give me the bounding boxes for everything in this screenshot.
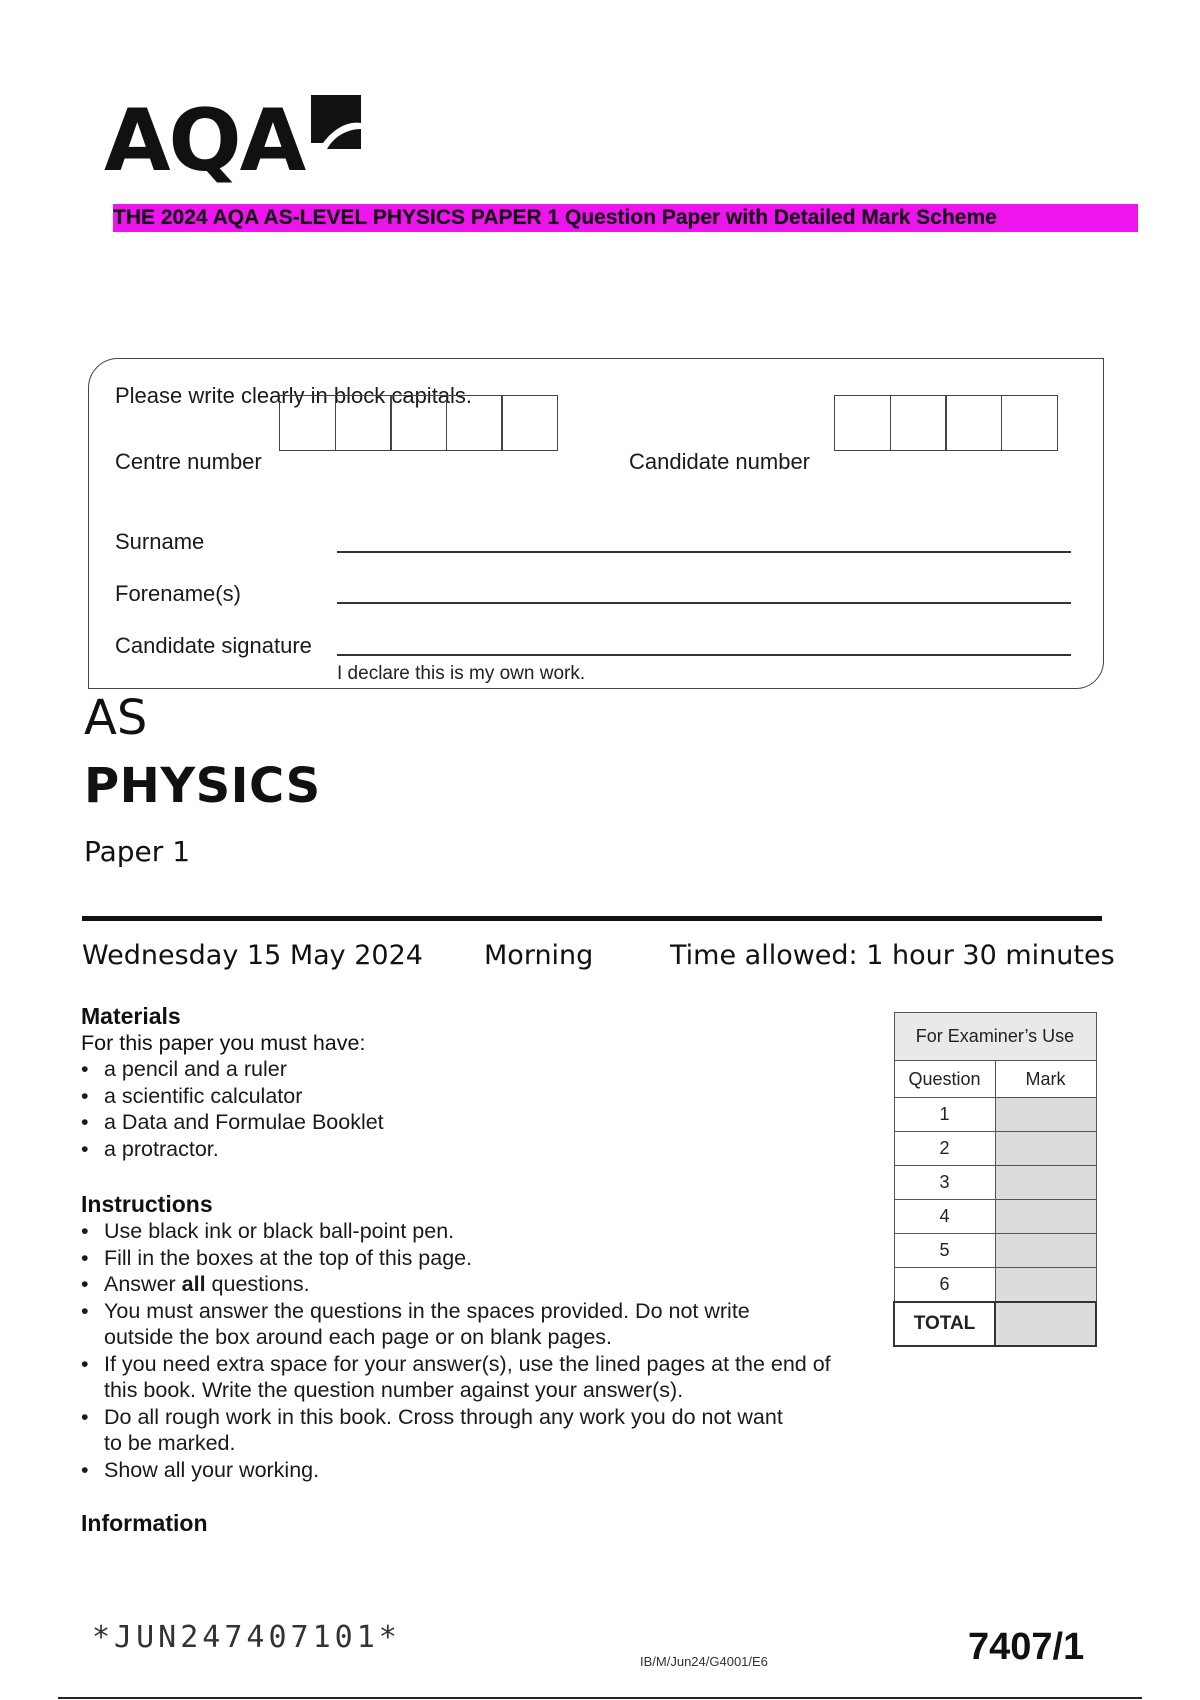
list-item: • a Data and Formulae Booklet — [81, 1109, 384, 1136]
list-item — [81, 1298, 881, 1351]
title-divider — [82, 916, 1102, 921]
centre-digit-box[interactable] — [279, 395, 336, 451]
list-item: • a scientific calculator — [81, 1083, 384, 1110]
list-item-line: outside the box around each page or on blank pages. — [104, 1325, 613, 1349]
exam-session: Morning — [484, 940, 594, 971]
surname-field[interactable] — [337, 549, 1071, 553]
examiner-use-table — [893, 1012, 1097, 1347]
candidate-digit-box[interactable] — [945, 395, 1002, 451]
list-item: • a protractor. — [81, 1136, 384, 1163]
list-item-line: to be marked. — [104, 1431, 236, 1455]
question-number: 1 — [894, 1098, 995, 1132]
table-row — [894, 1268, 1096, 1303]
centre-number-label: Centre number — [115, 449, 262, 474]
materials-intro: For this paper you must have: — [81, 1031, 366, 1055]
signature-label: Candidate signature — [115, 633, 312, 658]
table-row — [894, 1132, 1096, 1166]
total-label: TOTAL — [894, 1302, 995, 1346]
signature-field[interactable] — [337, 652, 1071, 656]
candidate-digit-box[interactable] — [1001, 395, 1058, 451]
table-row — [894, 1302, 1096, 1346]
mark-cell — [995, 1234, 1096, 1268]
question-number: 5 — [894, 1234, 995, 1268]
forenames-label: Forename(s) — [115, 581, 241, 606]
list-item: • a pencil and a ruler — [81, 1056, 384, 1083]
list-item-emphasis: all — [181, 1272, 206, 1296]
barcode-text: *JUN247407101* — [92, 1620, 401, 1655]
examiner-table-title: For Examiner’s Use — [894, 1013, 1096, 1061]
time-allowed: Time allowed: 1 hour 30 minutes — [670, 940, 1115, 971]
question-number: 6 — [894, 1268, 995, 1303]
mark-cell — [995, 1166, 1096, 1200]
candidate-digit-box[interactable] — [834, 395, 891, 451]
materials-list — [81, 1056, 384, 1162]
subject-title: PHYSICS — [84, 758, 321, 814]
exam-date: Wednesday 15 May 2024 — [82, 940, 423, 971]
mark-cell — [995, 1132, 1096, 1166]
materials-heading: Materials — [81, 1003, 181, 1029]
aqa-logo-mark-icon — [305, 93, 363, 151]
information-heading: Information — [81, 1510, 208, 1536]
instructions-heading: Instructions — [81, 1191, 213, 1217]
list-item-line: this book. Write the question number against your answer(s). — [104, 1378, 684, 1402]
centre-digit-box[interactable] — [501, 395, 558, 451]
paper-code: 7407/1 — [968, 1626, 1085, 1668]
centre-digit-box[interactable] — [335, 395, 392, 451]
list-item — [81, 1271, 881, 1298]
list-item-line: You must answer the questions in the spaces provided. Do not write — [104, 1298, 750, 1323]
table-row — [894, 1166, 1096, 1200]
document-banner: THE 2024 AQA AS-LEVEL PHYSICS PAPER 1 Question Paper with Detailed Mark Scheme — [113, 204, 1138, 232]
mark-cell — [995, 1200, 1096, 1234]
list-item-text: Answer — [104, 1272, 182, 1296]
list-item-line: Do all rough work in this book. Cross through any work you do not want — [104, 1404, 783, 1429]
centre-number-boxes[interactable] — [279, 395, 558, 451]
question-column-header: Question — [894, 1061, 995, 1098]
question-number: 3 — [894, 1166, 995, 1200]
footer-divider — [58, 1697, 1142, 1699]
table-row — [894, 1098, 1096, 1132]
centre-digit-box[interactable] — [390, 395, 447, 451]
candidate-number-boxes[interactable] — [834, 395, 1058, 451]
list-item: • Show all your working. — [81, 1457, 881, 1484]
list-item — [81, 1404, 881, 1457]
mark-column-header: Mark — [995, 1061, 1096, 1098]
forenames-field[interactable] — [337, 600, 1071, 604]
question-number: 2 — [894, 1132, 995, 1166]
mark-cell — [995, 1268, 1096, 1303]
reference-code: IB/M/Jun24/G4001/E6 — [640, 1654, 768, 1669]
aqa-logo-text: AQA — [104, 91, 305, 191]
surname-label: Surname — [115, 529, 205, 554]
centre-digit-box[interactable] — [446, 395, 503, 451]
paper-number: Paper 1 — [84, 835, 191, 868]
list-item: • Use black ink or black ball-point pen. — [81, 1218, 881, 1245]
qualification-level: AS — [84, 690, 148, 746]
list-item-line: If you need extra space for your answer(s), use the lined pages at the end of — [104, 1351, 831, 1376]
block-capitals-instruction: Please write clearly in block capitals. — [115, 383, 473, 408]
declaration-text: I declare this is my own work. — [337, 663, 586, 684]
instructions-list — [81, 1218, 881, 1483]
candidate-number-label: Candidate number — [629, 449, 811, 474]
question-number: 4 — [894, 1200, 995, 1234]
list-item-text: questions. — [205, 1272, 310, 1296]
table-row — [894, 1234, 1096, 1268]
table-row — [894, 1200, 1096, 1234]
candidate-digit-box[interactable] — [890, 395, 947, 451]
total-mark-cell — [995, 1302, 1096, 1346]
list-item: • Fill in the boxes at the top of this page. — [81, 1245, 881, 1272]
list-item — [81, 1351, 881, 1404]
mark-cell — [995, 1098, 1096, 1132]
